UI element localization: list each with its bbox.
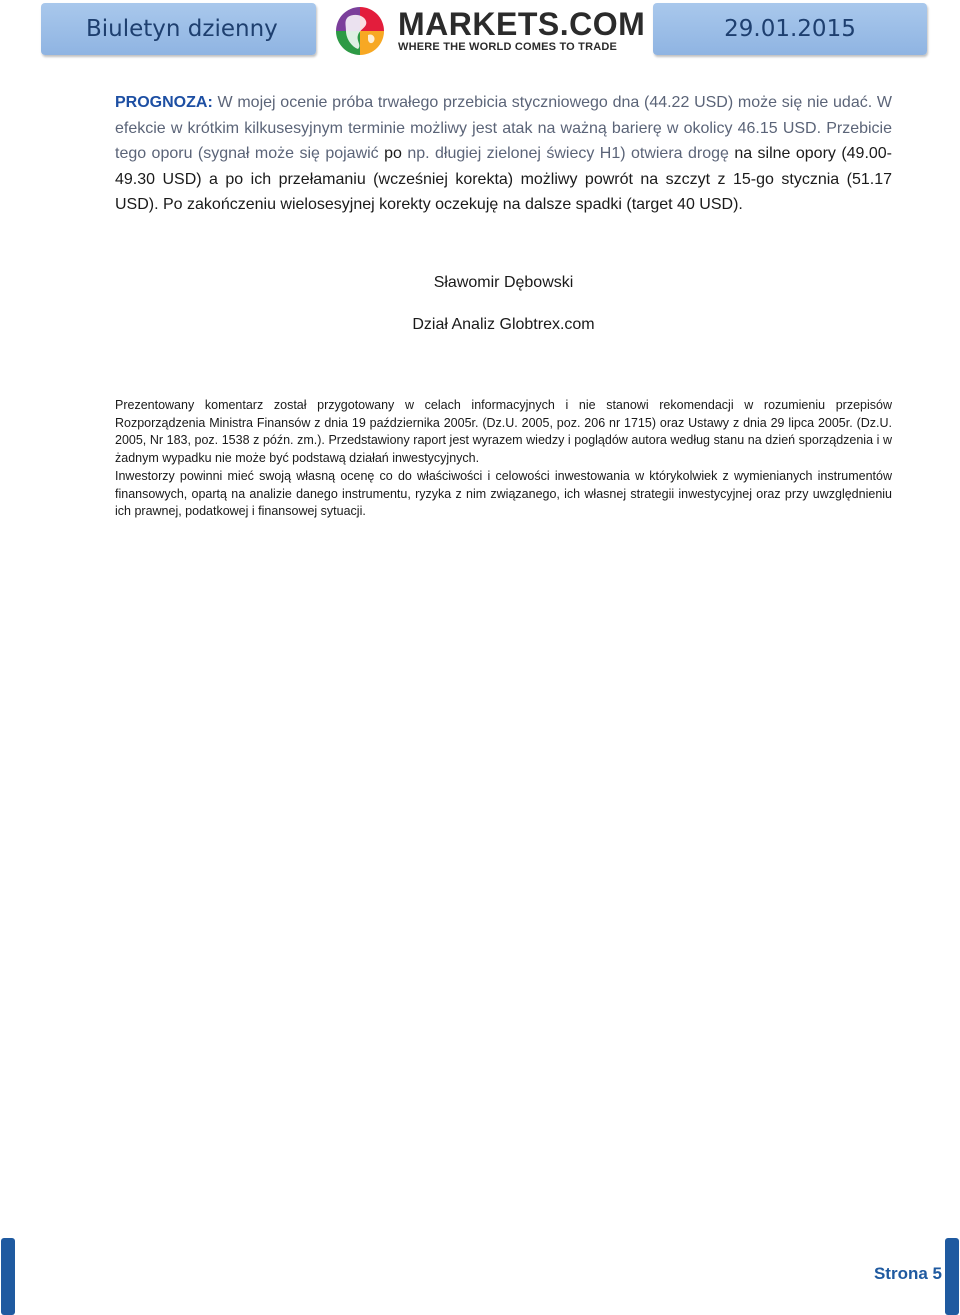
forecast-text-a: W mojej ocenie próba trwałego przebicia styczniowego dna (44.22 USD) może się nie udać. W efekcie w krótkim kilkusesyjnym terminie możliwy jest atak na ważną barierę w okolicy 46.15 USD. Przebicie tego oporu (sygnał może się pojawić bbox=[115, 94, 892, 162]
author-department: Dział Analiz Globtrex.com bbox=[412, 316, 595, 333]
disclaimer bbox=[115, 397, 892, 521]
globe-icon bbox=[334, 5, 386, 57]
forecast-text-b: po bbox=[384, 145, 402, 162]
page-number: Strona 5 bbox=[873, 1264, 942, 1283]
forecast-text-c: np. długiej zielonej świecy H1) otwiera drogę bbox=[401, 145, 735, 162]
header-title-box bbox=[41, 3, 316, 55]
markets-logo bbox=[334, 4, 646, 58]
bulletin-date: 29.01.2015 bbox=[724, 16, 856, 42]
forecast-text-d: na silne opory (49.00-49.30 USD) a po ich przełamaniu (wcześniej korekta) możliwy powrót na szczyt z 15-go stycznia (51.17 USD). Po zakończeniu wielosesyjnej korekty oczekuję na dalsze spadki (target 40 USD). bbox=[115, 145, 893, 213]
forecast-label: PROGNOZA: bbox=[115, 94, 213, 111]
author-name: Sławomir Dębowski bbox=[433, 274, 574, 291]
logo-tagline: WHERE THE WORLD COMES TO TRADE bbox=[398, 41, 618, 53]
disclaimer-paragraph-1: Prezentowany komentarz został przygotowany w celach informacyjnych i nie stanowi rekomendacji w rozumieniu przepisów Rozporządzenia Ministra Finansów z dnia 19 października 2005r. (Dz.U. 2005, poz. 206 nr 1715) oraz Ustawy z dnia 29 lipca 2005r. (Dz.U. 2005, Nr 183, poz. 1538 z późn. zm.). Przedstawiony raport jest wyrazem wiedzy i poglądów autora według stanu na dzień sporządzenia i w żadnym wypadku nie może być podstawą działań inwestycyjnych. bbox=[115, 398, 892, 466]
disclaimer-paragraph-2: Inwestorzy powinni mieć swoją własną ocenę co do właściwości i celowości inwestowania w którykolwiek z wymienianych instrumentów finansowych, opartą na analizie danego instrumentu, ryzyka z nim związanego, ich własnej strategii inwestycyjnej oraz przy uwzględnieniu ich prawnej, podatkowej i finansowej sytuacji. bbox=[115, 468, 892, 519]
forecast-paragraph bbox=[115, 90, 892, 218]
bulletin-title: Biuletyn dzienny bbox=[86, 16, 278, 42]
footer-right-bar bbox=[945, 1238, 959, 1315]
logo-wordmark: MARKETS.COM bbox=[398, 6, 646, 42]
footer-left-bar bbox=[1, 1238, 15, 1315]
header-date-box bbox=[653, 3, 927, 55]
